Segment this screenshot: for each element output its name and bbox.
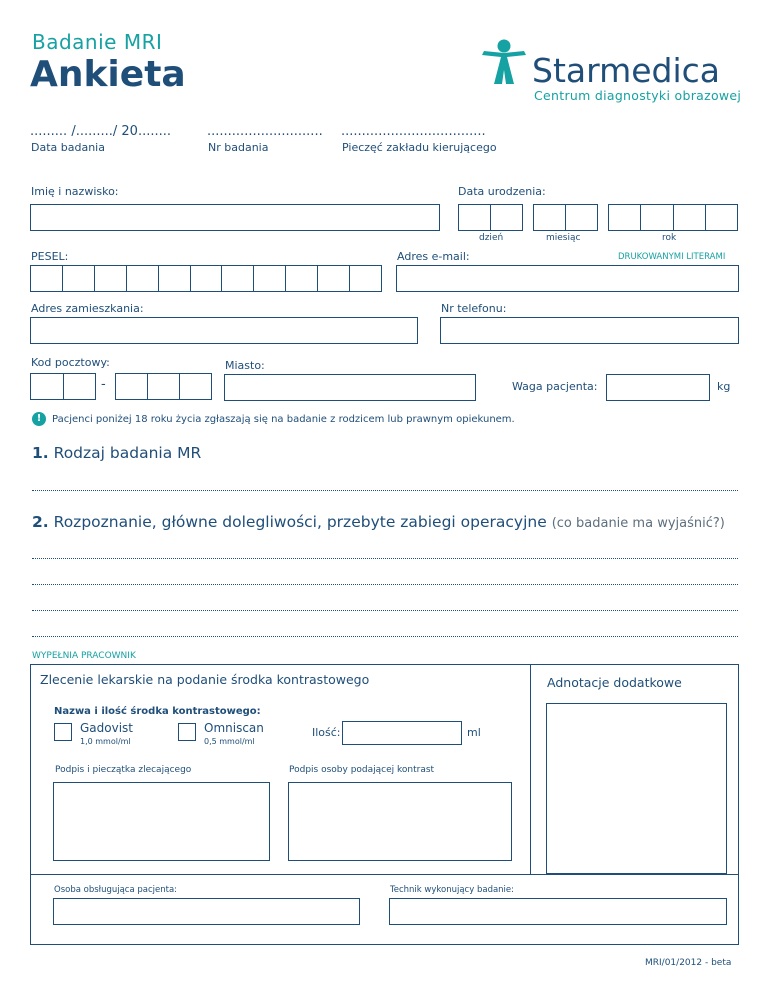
omniscan-label: Omniscan	[204, 721, 264, 735]
section2-line-2[interactable]	[32, 584, 738, 585]
additional-notes-field[interactable]	[546, 703, 727, 874]
form-subtitle: Badanie MRI	[32, 30, 163, 54]
additional-notes-title: Adnotacje dodatkowe	[547, 675, 682, 690]
phone-field[interactable]	[440, 317, 739, 344]
stamp-dots[interactable]: ...................................	[341, 124, 486, 139]
patient-operator-field[interactable]	[53, 898, 360, 925]
section2-line-3[interactable]	[32, 610, 738, 611]
capital-letters-hint: DRUKOWANYMI LITERAMI	[618, 252, 726, 262]
amount-field[interactable]	[342, 721, 462, 745]
ordering-signature-label: Podpis i pieczątka zlecającego	[55, 765, 192, 775]
postcode-part1-field[interactable]	[30, 373, 96, 400]
admin-signature-field[interactable]	[288, 782, 512, 861]
brand-tagline: Centrum diagnostyki obrazowej	[534, 88, 742, 103]
admin-signature-label: Podpis osoby podającej kontrast	[289, 765, 435, 775]
contrast-order-title: Zlecenie lekarskie na podanie środka kontrastowego	[40, 672, 370, 687]
section2-number: 2.	[32, 513, 49, 531]
omniscan-checkbox[interactable]	[178, 723, 196, 741]
brand-name: Starmedica	[532, 51, 721, 90]
gadovist-label: Gadovist	[80, 721, 134, 735]
address-field[interactable]	[30, 317, 418, 344]
section2-title: Rozpoznanie, główne dolegliwości, przebyte zabiegi operacyjne	[53, 513, 547, 531]
form-title: Ankieta	[30, 54, 186, 95]
exam-number-dots[interactable]: ............................	[207, 124, 323, 139]
weight-label: Waga pacjenta:	[512, 380, 598, 393]
omniscan-dose: 0,5 mmol/ml	[204, 737, 255, 746]
dob-month-label: miesiąc	[546, 233, 581, 243]
pesel-field[interactable]	[30, 265, 382, 292]
person-star-icon	[480, 38, 528, 88]
weight-unit: kg	[717, 380, 731, 393]
section2-hint: (co badanie ma wyjaśnić?)	[551, 516, 725, 531]
section1-heading	[32, 444, 201, 462]
ordering-signature-field[interactable]	[53, 782, 270, 861]
form-code: MRI/01/2012 - beta	[645, 958, 732, 968]
postcode-dash: -	[101, 377, 106, 392]
section1-number: 1.	[32, 444, 49, 462]
city-field[interactable]	[224, 374, 476, 401]
city-label: Miasto:	[225, 359, 265, 372]
exam-number-label: Nr badania	[208, 141, 269, 154]
phone-label: Nr telefonu:	[441, 302, 507, 315]
email-label: Adres e-mail:	[397, 250, 470, 263]
name-field[interactable]	[30, 204, 440, 231]
exclamation-icon: !	[32, 412, 46, 426]
address-label: Adres zamieszkania:	[31, 302, 144, 315]
section2-line-1[interactable]	[32, 558, 738, 559]
dob-day-label: dzień	[479, 233, 504, 243]
technician-field[interactable]	[389, 898, 727, 925]
dob-label: Data urodzenia:	[458, 185, 546, 198]
section1-title: Rodzaj badania MR	[53, 444, 202, 462]
postcode-part2-field[interactable]	[115, 373, 212, 400]
amount-unit: ml	[467, 726, 481, 739]
panel-divider	[530, 664, 531, 874]
name-label: Imię i nazwisko:	[31, 185, 119, 198]
staff-fill-note: WYPEŁNIA PRACOWNIK	[32, 651, 136, 661]
patient-operator-label: Osoba obsługująca pacjenta:	[54, 885, 178, 895]
section1-line[interactable]	[32, 490, 738, 491]
weight-field[interactable]	[606, 374, 710, 401]
technician-label: Technik wykonujący badanie:	[390, 885, 515, 895]
postcode-label: Kod pocztowy:	[31, 356, 110, 369]
dob-year-field[interactable]	[608, 204, 738, 231]
gadovist-dose: 1,0 mmol/ml	[80, 737, 131, 746]
exam-date-dots[interactable]: ......... /........./ 20........	[30, 124, 172, 139]
panel-bottom-divider	[30, 874, 739, 875]
minor-notice: Pacjenci poniżej 18 roku życia zgłaszają się na badanie z rodzicem lub prawnym opiekunem.	[52, 414, 515, 425]
section2-line-4[interactable]	[32, 636, 738, 637]
pesel-label: PESEL:	[31, 250, 69, 263]
email-field[interactable]	[396, 265, 739, 292]
contrast-heading: Nazwa i ilość środka kontrastowego:	[54, 706, 261, 717]
gadovist-checkbox[interactable]	[54, 723, 72, 741]
dob-day-field[interactable]	[458, 204, 523, 231]
section2-heading	[32, 513, 725, 531]
dob-year-label: rok	[662, 233, 677, 243]
amount-label: Ilość:	[312, 726, 341, 739]
dob-month-field[interactable]	[533, 204, 598, 231]
stamp-label: Pieczęć zakładu kierującego	[342, 141, 497, 154]
exam-date-label: Data badania	[31, 141, 105, 154]
